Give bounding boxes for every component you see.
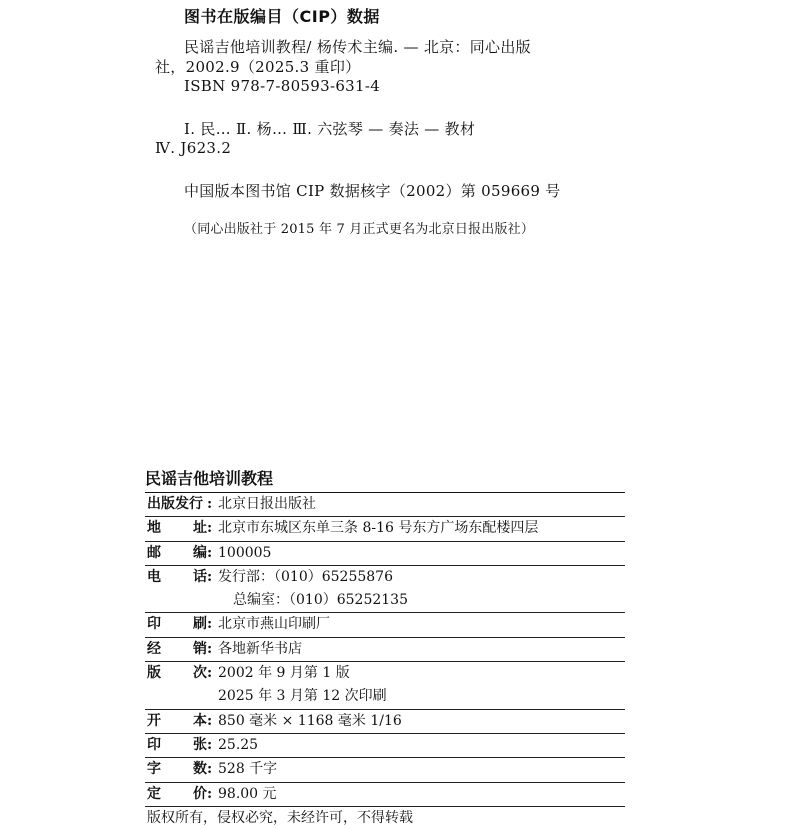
address-value: 北京市东城区东单三条 8-16 号东方广场东配楼四层 xyxy=(218,520,539,537)
words-value: 528 千字 xyxy=(218,761,278,778)
cip-entry-line1: 民谣吉他培训教程/ 杨传术主编. — 北京：同心出版 xyxy=(184,38,531,56)
edition-row: 版 次 : 2002 年 9 月第 1 版 xyxy=(145,662,625,685)
distributor-row: 经 销 : 各地新华书店 xyxy=(145,638,625,662)
phone-value-1: 发行部：（010）65255876 xyxy=(218,568,393,585)
publisher-row: 出版发行 : 北京日报出版社 xyxy=(145,493,625,517)
address-label: 地 址 xyxy=(147,520,207,537)
address-row: 地 址 : 北京市东城区东单三条 8-16 号东方广场东配楼四层 xyxy=(145,517,625,541)
words-label: 字 数 xyxy=(147,761,207,778)
sheets-value: 25.25 xyxy=(218,736,259,753)
format-value: 850 毫米 × 1168 毫米 1/16 xyxy=(218,712,402,729)
edition-value-1: 2002 年 9 月第 1 版 xyxy=(218,665,350,682)
format-row: 开 本 : 850 毫米 × 1168 毫米 1/16 xyxy=(145,710,625,734)
publisher-label: 出版发行 xyxy=(147,496,203,512)
cip-verification: 中国版本图书馆 CIP 数据核字（2002）第 059669 号 xyxy=(184,182,561,200)
price-label: 定 价 xyxy=(147,785,207,802)
edition-row-cont xyxy=(145,685,625,709)
postcode-row: 邮 编 : 100005 xyxy=(145,542,625,566)
cip-class-number: Ⅳ. J623.2 xyxy=(155,139,232,157)
copyright-notice: 版权所有，侵权必究，未经许可，不得转载 xyxy=(147,809,413,826)
phone-value-2: 总编室：（010）65252135 xyxy=(233,592,408,609)
words-row: 字 数 : 528 千字 xyxy=(145,758,625,782)
distributor-label: 经 销 xyxy=(147,640,207,657)
cip-note: （同心出版社于 2015 年 7 月正式更名为北京日报出版社） xyxy=(184,222,535,237)
cip-classification: Ⅰ. 民… Ⅱ. 杨… Ⅲ. 六弦琴 — 奏法 — 教材 xyxy=(184,120,476,138)
cip-title: 图书在版编目（CIP）数据 xyxy=(184,7,380,26)
phone-label: 电 话 xyxy=(147,568,207,585)
price-value: 98.00 元 xyxy=(218,785,277,802)
postcode-label: 邮 编 xyxy=(147,544,207,561)
phone-row: 电 话 : 发行部：（010）65255876 xyxy=(145,566,625,589)
cip-entry-line2: 社，2002.9（2025.3 重印） xyxy=(155,58,361,76)
edition-value-2: 2025 年 3 月第 12 次印刷 xyxy=(218,688,387,705)
edition-label: 版 次 xyxy=(147,665,207,682)
printer-row: 印 刷 : 北京市燕山印刷厂 xyxy=(145,613,625,637)
colophon xyxy=(145,468,625,829)
price-row: 定 价 : 98.00 元 xyxy=(145,783,625,807)
distributor-value: 各地新华书店 xyxy=(218,640,302,657)
postcode-value: 100005 xyxy=(218,544,272,561)
sheets-label: 印 张 xyxy=(147,736,207,753)
sheets-row: 印 张 : 25.25 xyxy=(145,734,625,758)
book-title: 民谣吉他培训教程 xyxy=(145,468,625,493)
cip-isbn: ISBN 978-7-80593-631-4 xyxy=(184,77,381,95)
phone-row-cont xyxy=(145,589,625,613)
publisher-value: 北京日报出版社 xyxy=(218,496,316,512)
format-label: 开 本 xyxy=(147,712,207,729)
printer-label: 印 刷 xyxy=(147,616,207,633)
printer-value: 北京市燕山印刷厂 xyxy=(218,616,330,633)
